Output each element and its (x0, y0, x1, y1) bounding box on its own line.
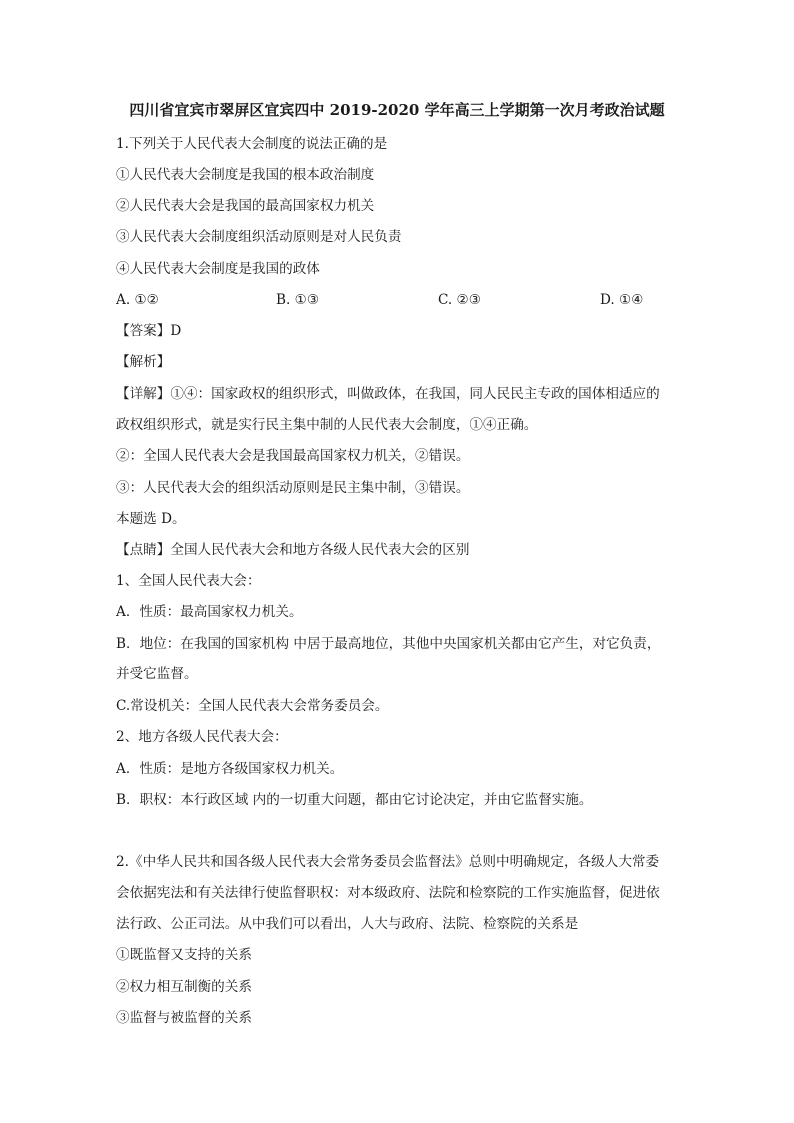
q2-stem-line-2: 会依据宪法和有关法律行使监督职权：对本级政府、法院和检察院的工作实施监督，促进依 (116, 885, 660, 901)
q1-detail-line-3: ②：全国人民代表大会是我国最高国家权力机关，②错误。 (116, 448, 470, 464)
q1-detail-line-5: 本题选 D。 (116, 511, 186, 527)
q1-tips-line-4: B．地位：在我国的国家机构 中居于最高地位，其他中央国家机关都由它产生，对它负责， (116, 636, 661, 652)
q1-detail-line-2: 政权组织形式，就是实行民主集中制的人民代表大会制度，①④正确。 (116, 417, 538, 433)
q1-detail-line-1: 【详解】①④：国家政权的组织形式，叫做政体，在我国，同人民民主专政的国体相适应的 (116, 386, 660, 402)
q1-answer: 【答案】D (116, 323, 182, 339)
q1-tips-line-1: 【点睛】全国人民代表大会和地方各级人民代表大会的区别 (116, 542, 470, 558)
q2-stem-line-1: 2.《中华人民共和国各级人民代表大会常务委员会监督法》总则中明确规定，各级人大常委 (116, 854, 660, 870)
q1-item-3: ③人民代表大会制度组织活动原则是对人民负责 (116, 229, 402, 245)
q2-stem-line-3: 法行政、公正司法。从中我们可以看出，人大与政府、法院、检察院的关系是 (116, 916, 579, 932)
q1-option-d: D. ①④ (600, 292, 644, 308)
q1-option-a: A. ①② (116, 292, 159, 308)
q1-item-4: ④人民代表大会制度是我国的政体 (116, 261, 320, 277)
q1-item-2: ②人民代表大会是我国的最高国家权力机关 (116, 198, 375, 214)
q1-tips-line-3: A．性质：最高国家权力机关。 (116, 604, 303, 620)
q1-tips-line-6: C.常设机关：全国人民代表大会常务委员会。 (116, 698, 389, 714)
q1-option-c: C. ②③ (438, 292, 481, 308)
q1-tips-line-5: 并受它监督。 (116, 666, 198, 682)
q1-option-b: B. ①③ (276, 292, 320, 308)
q1-tips-line-7: 2、地方各级人民代表大会： (116, 729, 288, 745)
q1-tips-line-2: 1、全国人民代表大会： (116, 573, 261, 589)
q1-stem: 1.下列关于人民代表大会制度的说法正确的是 (116, 136, 388, 152)
q1-tips-line-9: B．职权：本行政区域 内的一切重大问题，都由它讨论决定，并由它监督实施。 (116, 792, 593, 808)
document-title: 四川省宜宾市翠屏区宜宾四中 2019-2020 学年高三上学期第一次月考政治试题 (129, 101, 665, 119)
q2-item-3: ③监督与被监督的关系 (116, 1010, 252, 1026)
q1-analysis-label: 【解析】 (116, 354, 171, 370)
q2-item-2: ②权力相互制衡的关系 (116, 979, 252, 995)
q1-detail-line-4: ③：人民代表大会的组织活动原则是民主集中制，③错误。 (116, 480, 470, 496)
q1-item-1: ①人民代表大会制度是我国的根本政治制度 (116, 167, 375, 183)
q2-item-1: ①既监督又支持的关系 (116, 947, 252, 963)
q1-tips-line-8: A．性质：是地方各级国家权力机关。 (116, 761, 344, 777)
